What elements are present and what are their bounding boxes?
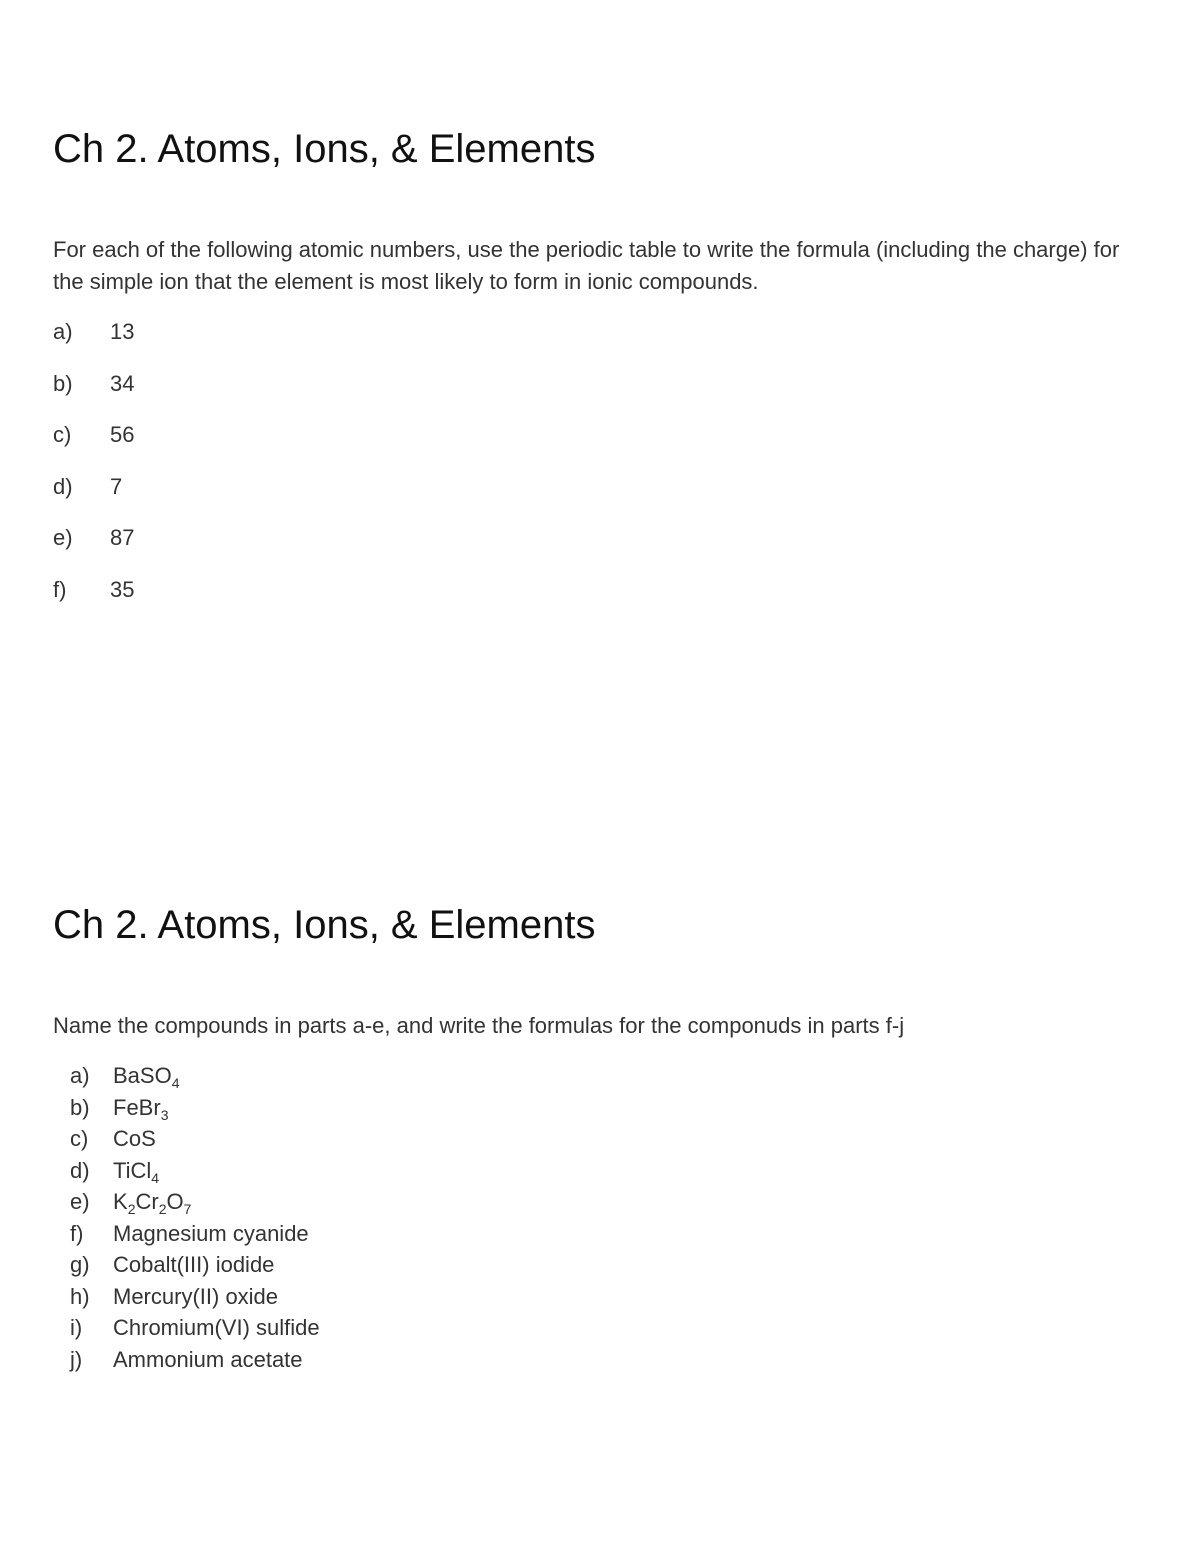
- section-1-heading: Ch 2. Atoms, Ions, & Elements: [53, 127, 596, 171]
- subscript: 4: [151, 1169, 160, 1186]
- section-1-instructions: For each of the following atomic numbers, use the periodic table to write the formula (including the charge) for the simple ion that the element is most likely to form in ionic compounds.: [53, 237, 1120, 294]
- subscript: 4: [171, 1075, 180, 1091]
- item-value: 7: [110, 473, 123, 499]
- list-item: [70, 1312, 1153, 1344]
- compound-text: CoS: [113, 1126, 156, 1151]
- section-compounds: [53, 898, 1153, 1375]
- list-item: [70, 1092, 1153, 1124]
- item-letter: d): [53, 473, 73, 499]
- compound-text: TiCl$_4$: [113, 1157, 160, 1186]
- section-2-instructions: Name the compounds in parts a-e, and write the formulas for the componuds in parts f-j: [53, 1013, 905, 1038]
- list-item: [70, 1186, 1153, 1218]
- item-letter: g): [70, 1252, 90, 1277]
- compound-text: Cobalt(III) iodide: [113, 1252, 275, 1277]
- item-letter: a): [70, 1063, 90, 1088]
- subscript: 7: [183, 1201, 192, 1217]
- atomic-number-list: [53, 312, 1153, 621]
- section-2-heading: Ch 2. Atoms, Ions, & Elements: [53, 903, 596, 947]
- item-letter: e): [70, 1189, 90, 1214]
- item-value: 34: [110, 370, 135, 396]
- compound-text: FeBr$_3$: [113, 1094, 169, 1123]
- list-item: [70, 1344, 1153, 1376]
- item-letter: f): [70, 1220, 84, 1246]
- item-letter: c): [70, 1126, 89, 1151]
- list-item: [53, 312, 1153, 364]
- item-letter: f): [53, 576, 67, 602]
- list-item: [70, 1249, 1153, 1281]
- compound-text: Magnesium cyanide: [113, 1220, 309, 1246]
- item-value: 87: [110, 525, 135, 550]
- item-letter: c): [53, 422, 72, 447]
- compound-text: Mercury(II) oxide: [113, 1283, 279, 1309]
- list-item: [70, 1060, 1153, 1092]
- item-letter: i): [70, 1315, 83, 1340]
- compound-text: BaSO$_4$: [113, 1063, 180, 1091]
- item-value: 13: [110, 319, 135, 344]
- list-item: [70, 1281, 1153, 1313]
- section-atomic-numbers: [53, 122, 1153, 621]
- item-letter: d): [70, 1157, 90, 1183]
- subscript: 3: [160, 1106, 169, 1123]
- item-letter: j): [70, 1346, 83, 1372]
- list-item: [70, 1218, 1153, 1250]
- item-letter: e): [53, 525, 73, 550]
- compound-list: [70, 1060, 1153, 1375]
- item-letter: b): [53, 370, 73, 396]
- compound-text: Ammonium acetate: [113, 1346, 303, 1372]
- compound-text: $K_2Cr_2O_7$: [113, 1189, 192, 1217]
- list-item: [53, 467, 1153, 519]
- list-item: [70, 1155, 1153, 1187]
- item-letter: a): [53, 319, 73, 344]
- list-item: [70, 1123, 1153, 1155]
- list-item: [53, 415, 1153, 467]
- list-item: [53, 364, 1153, 416]
- item-value: 35: [110, 576, 135, 602]
- item-letter: b): [70, 1094, 90, 1120]
- subscript: 2: [127, 1201, 136, 1217]
- compound-text: Chromium(VI) sulfide: [113, 1315, 320, 1340]
- item-letter: h): [70, 1283, 90, 1309]
- item-value: 56: [110, 422, 135, 447]
- list-item: [53, 518, 1153, 570]
- list-item: [53, 570, 1153, 622]
- subscript: 2: [158, 1201, 167, 1217]
